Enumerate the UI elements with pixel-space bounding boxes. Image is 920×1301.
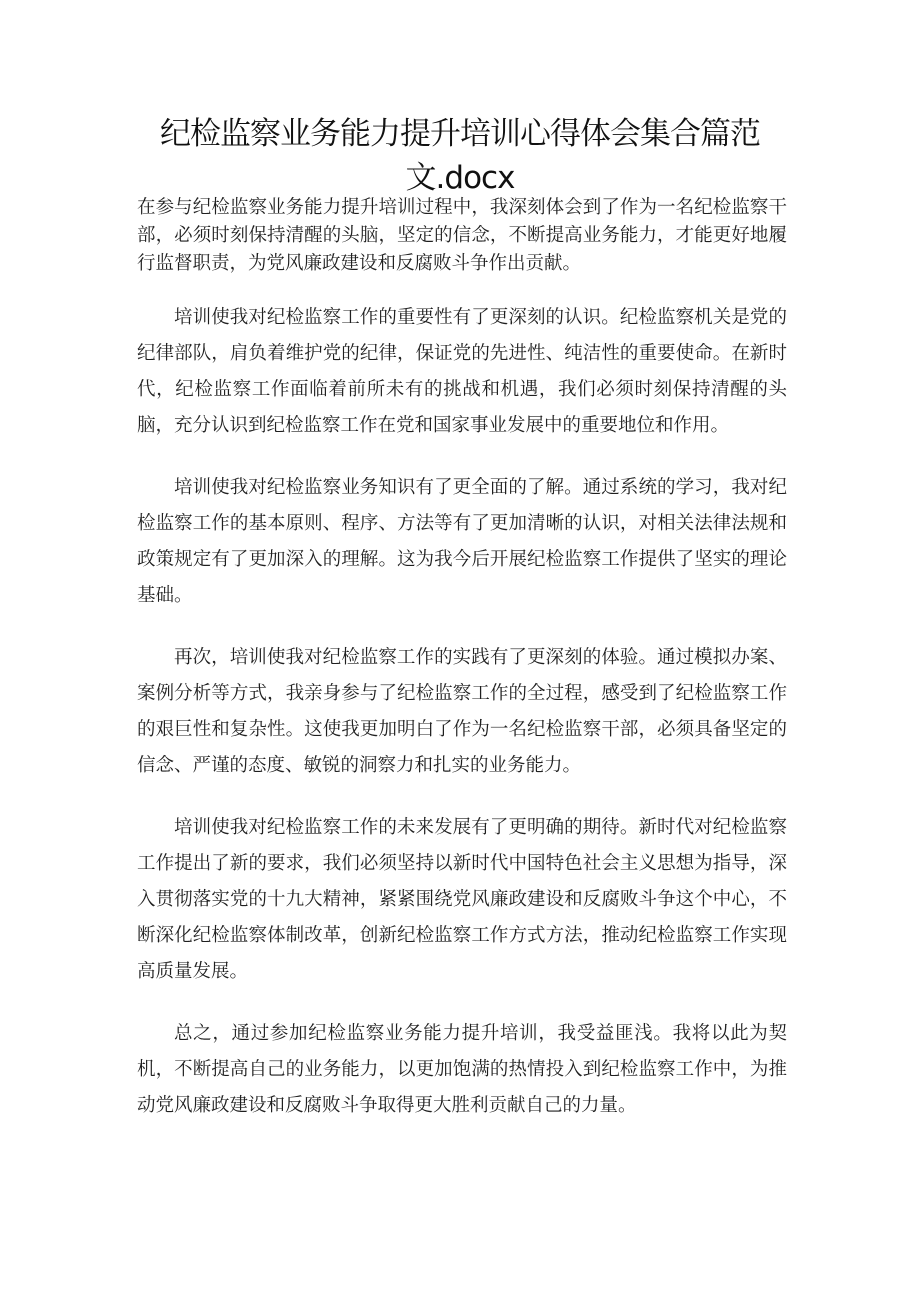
body-paragraph-future: 培训使我对纪检监察工作的未来发展有了更明确的期待。新时代对纪检监察工作提出了新的要求，我们必须坚持以新时代中国特色社会主义思想为指导，深入贯彻落实党的十九大精神，紧紧围绕党风廉政建设和反腐败斗争这个中心，不断深化纪检监察体制改革，创新纪检监察工作方式方法，推动纪检监察工作实现高质量发展。: [137, 817, 787, 982]
body-paragraph-knowledge: 培训使我对纪检监察业务知识有了更全面的了解。通过系统的学习，我对纪检监察工作的基本原则、程序、方法等有了更加清晰的认识，对相关法律法规和政策规定有了更加深入的理解。这为我今后开展纪检监察工作提供了坚实的理论基础。: [137, 477, 787, 606]
conclusion-paragraph: 总之，通过参加纪检监察业务能力提升培训，我受益匪浅。我将以此为契机，不断提高自己的业务能力，以更加饱满的热情投入到纪检监察工作中，为推动党风廉政建设和反腐败斗争取得更大胜利贡献自己的力量。: [137, 1023, 787, 1116]
document-title: 纪检监察业务能力提升培训心得体会集合篇范文.docx: [160, 116, 760, 196]
document-body: [137, 194, 787, 1150]
body-paragraph-importance: 培训使我对纪检监察工作的重要性有了更深刻的认识。纪检监察机关是党的纪律部队，肩负着维护党的纪律，保证党的先进性、纯洁性的重要使命。在新时代，纪检监察工作面临着前所未有的挑战和机遇，我们必须时刻保持清醒的头脑，充分认识到纪检监察工作在党和国家事业发展中的重要地位和作用。: [137, 307, 787, 436]
intro-paragraph: 在参与纪检监察业务能力提升培训过程中，我深刻体会到了作为一名纪检监察干部，必须时刻保持清醒的头脑，坚定的信念，不断提高业务能力，才能更好地履行监督职责，为党风廉政建设和反腐败斗争作出贡献。: [137, 197, 787, 274]
body-paragraph-practice: 再次，培训使我对纪检监察工作的实践有了更深刻的体验。通过模拟办案、案例分析等方式，我亲身参与了纪检监察工作的全过程，感受到了纪检监察工作的艰巨性和复杂性。这使我更加明白了作为一名纪检监察干部，必须具备坚定的信念、严谨的态度、敏锐的洞察力和扎实的业务能力。: [137, 647, 787, 776]
